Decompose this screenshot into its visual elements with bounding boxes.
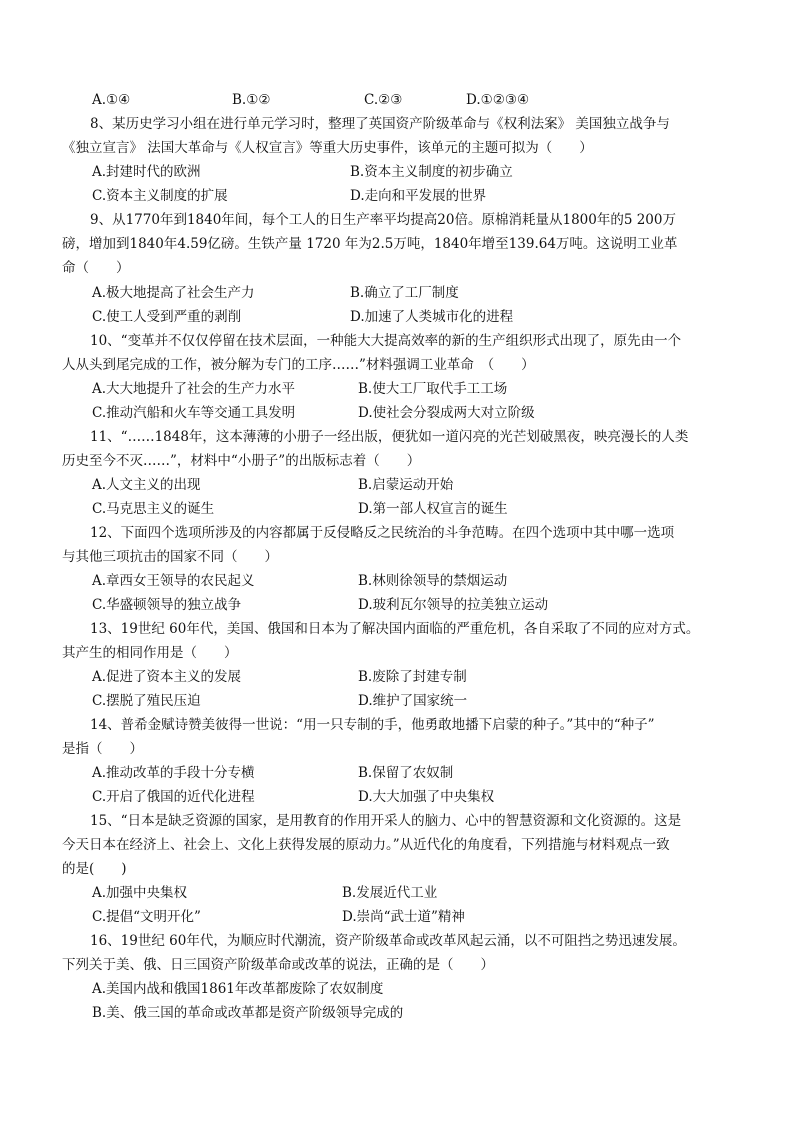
- q9-option-c: C.使工人受到严重的剥削: [92, 309, 242, 325]
- q15-stem-line-3: 的是( ): [62, 861, 127, 877]
- q11-stem-line-1: 11、“……1848年，这本薄薄的小册子一经出版，便犹如一道闪亮的光芒划破黑夜，映亮漫长的人类: [90, 429, 689, 445]
- q14-option-d: D.大大加强了中央集权: [358, 789, 495, 805]
- q15-option-c: C.提倡“文明开化”: [92, 909, 201, 925]
- q14-option-b: B.保留了农奴制: [358, 765, 454, 781]
- q10-option-a: A.大大地提升了社会的生产力水平: [92, 381, 296, 397]
- q8-option-d: D.走向和平发展的世界: [350, 188, 487, 204]
- q9-option-d: D.加速了人类城市化的进程: [350, 309, 514, 325]
- q9-stem-line-3: 命（ ）: [62, 260, 130, 276]
- q16-option-a: A.美国内战和俄国1861年改革都废除了农奴制度: [92, 981, 384, 997]
- q10-stem-line-2: 人从头到尾完成的工作，被分解为专门的工序……”材料强调工业革命 （ ）: [62, 357, 535, 373]
- q8-option-a: A.封建时代的欧洲: [92, 164, 201, 180]
- q13-option-c: C.摆脱了殖民压迫: [92, 693, 201, 709]
- q14-option-a: A.推动改革的手段十分专横: [92, 765, 255, 781]
- q12-stem-line-2: 与其他三项抗击的国家不同（ ）: [62, 549, 278, 565]
- q15-option-b: B.发展近代工业: [342, 885, 438, 901]
- q11-option-c: C.马克思主义的诞生: [92, 501, 215, 517]
- q14-stem-line-1: 14、普希金赋诗赞美彼得一世说：“用一只专制的手，他勇敢地播下启蒙的种子。”其中的“种子”: [90, 717, 655, 733]
- q15-stem-line-2: 今天日本在经济上、社会上、文化上获得发展的原动力。”从近代化的角度看，下列措施与材料观点一致: [62, 837, 670, 853]
- q16-stem-line-2: 下列关于美、俄、日三国资产阶级革命或改革的说法，正确的是（ ）: [62, 957, 494, 973]
- q13-stem-line-2: 其产生的相同作用是（ ）: [62, 645, 238, 661]
- q9-option-a: A.极大地提高了社会生产力: [92, 285, 255, 301]
- q12-option-c: C.华盛顿领导的独立战争: [92, 597, 242, 613]
- q11-stem-line-2: 历史至今不灭……”，材料中“小册子”的出版标志着（ ）: [62, 453, 421, 469]
- q8-stem-line-2: 《独立宣言》 法国大革命与《人权宣言》等重大历史事件，该单元的主题可拟为（ ）: [62, 140, 593, 156]
- q7-option-c: C.②③: [364, 92, 403, 108]
- q11-option-b: B.启蒙运动开始: [358, 477, 454, 493]
- q10-option-b: B.使大工厂取代手工工场: [358, 381, 508, 397]
- q15-option-a: A.加强中央集权: [92, 885, 188, 901]
- q12-option-b: B.林则徐领导的禁烟运动: [358, 573, 508, 589]
- q8-stem-line-1: 8、某历史学习小组在进行单元学习时，整理了英国资产阶级革命与《权利法案》 美国独立战争与: [90, 116, 670, 132]
- q13-option-b: B.废除了封建专制: [358, 669, 467, 685]
- q13-stem-line-1: 13、19世纪 60年代，美国、俄国和日本为了解决国内面临的严重危机，各自采取了不同的应对方式。: [90, 621, 700, 637]
- q9-stem-line-1: 9、从1770年到1840年间，每个工人的日生产率平均提高20倍。原棉消耗量从1800年的5 200万: [90, 212, 676, 228]
- q13-option-a: A.促进了资本主义的发展: [92, 669, 242, 685]
- q9-option-b: B.确立了工厂制度: [350, 285, 459, 301]
- q16-stem-line-1: 16、19世纪 60年代，为顺应时代潮流，资产阶级革命或改革风起云涌，以不可阻挡之势迅速发展。: [90, 933, 686, 949]
- q7-option-a: A.①④: [92, 92, 131, 108]
- q12-option-d: D.玻利瓦尔领导的拉美独立运动: [358, 597, 549, 613]
- q14-stem-line-2: 是指（ ）: [62, 741, 143, 757]
- q11-option-a: A.人文主义的出现: [92, 477, 201, 493]
- q12-option-a: A.章西女王领导的农民起义: [92, 573, 255, 589]
- q15-stem-line-1: 15、“日本是缺乏资源的国家，是用教育的作用开采人的脑力、心中的智慧资源和文化资源的。这是: [90, 813, 682, 829]
- q14-option-c: C.开启了俄国的近代化进程: [92, 789, 255, 805]
- q15-option-d: D.崇尚“武士道”精神: [342, 909, 465, 925]
- q7-option-b: B.①②: [232, 92, 271, 108]
- q8-option-c: C.资本主义制度的扩展: [92, 188, 228, 204]
- q7-option-d: D.①②③④: [466, 92, 530, 108]
- q12-stem-line-1: 12、下面四个选项所涉及的内容都属于反侵略反之民统治的斗争范畴。在四个选项中其中哪一选项: [90, 525, 675, 541]
- q10-option-c: C.推动汽船和火车等交通工具发明: [92, 405, 296, 421]
- q16-option-b: B.美、俄三国的革命或改革都是资产阶级领导完成的: [92, 1005, 404, 1021]
- q10-stem-line-1: 10、“变革并不仅仅停留在技术层面，一种能大大提高效率的新的生产组织形式出现了，原先由一个: [90, 333, 682, 349]
- q13-option-d: D.维护了国家统一: [358, 693, 468, 709]
- q11-option-d: D.第一部人权宣言的诞生: [358, 501, 508, 517]
- q10-option-d: D.使社会分裂成两大对立阶级: [358, 405, 535, 421]
- q9-stem-line-2: 磅，增加到1840年4.59亿磅。生铁产量 1720 年为2.5万吨，1840年增至139.64万吨。这说明工业革: [62, 236, 678, 252]
- q8-option-b: B.资本主义制度的初步确立: [350, 164, 513, 180]
